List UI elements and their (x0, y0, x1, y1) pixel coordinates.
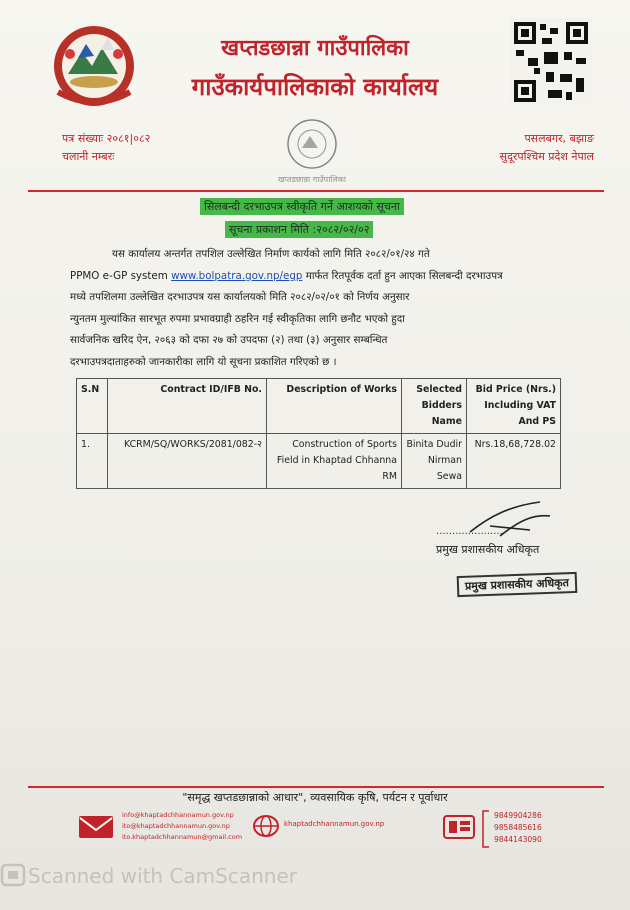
signature-icon (430, 496, 570, 546)
chalani-number: चलानी नम्बरः (62, 150, 115, 163)
body-line: मध्ये तपशिलमा उल्लेखित दरभाउपत्र यस कार्यालयको मिति २०८२/०२/०१ को निर्णय अनुसार (70, 291, 410, 304)
phone-list (494, 810, 542, 846)
bracket-icon (480, 810, 490, 848)
camscanner-watermark: Scanned with CamScanner (28, 864, 297, 888)
body-line: यस कार्यालय अन्तर्गत तपशिल उल्लेखित निर्माण कार्यको लागि मिति २०८२/०१/२४ गते (112, 248, 430, 260)
body-line: दरभाउपत्रदाताहरुको जानकारीका लागि यो सूचना प्रकाशित गरिएको छ । (70, 355, 337, 368)
cell-description: Construction of Sports Field in Khaptad Chhanna RM (267, 434, 402, 489)
header-divider (28, 190, 604, 192)
camscanner-icon (0, 862, 26, 888)
patra-sankhya: पत्र संख्याः २०८१|०८२ (62, 132, 151, 145)
website-link[interactable]: khaptadchhannamun.gov.np (284, 820, 385, 828)
col-bidder: Selected Bidders Name (402, 379, 467, 434)
phone-icon (442, 812, 476, 842)
globe-icon (252, 814, 280, 838)
email-item[interactable]: info@khaptadchhannamun.gov.np (122, 811, 234, 819)
body-line: सार्वजनिक खरिद ऐन, २०६३ को दफा २७ को उपदफा (२) तथा (३) अनुसार सम्बन्धित (70, 334, 388, 347)
email-icon (78, 814, 114, 840)
reference-block (62, 130, 150, 166)
col-price: Bid Price (Nrs.) Including VAT And PS (467, 379, 561, 434)
bidders-table (76, 378, 561, 489)
email-list (122, 810, 242, 843)
email-item[interactable]: ito@khaptadchhannamun.gov.np (122, 822, 230, 830)
officer-stamp: प्रमुख प्रशासकीय अधिकृत (457, 572, 578, 597)
office-seal-icon (262, 112, 362, 192)
col-description: Description of Works (267, 379, 402, 434)
notice-body (70, 244, 562, 374)
signatory-title: प्रमुख प्रशासकीय अधिकृत (436, 543, 540, 556)
email-item[interactable]: ito.khaptadchhannamun@gmail.com (122, 833, 243, 841)
footer-divider (28, 786, 604, 788)
notice-heading: सिलबन्दी दरभाउपत्र स्वीकृति गर्ने आशयको सूचना (200, 198, 404, 215)
office-subtitle: गाउँकार्यपालिकाको कार्यालय (191, 72, 439, 101)
location-line1: पसलबगर, बझाङ (524, 132, 594, 145)
table-row (77, 434, 561, 489)
phone-item: 9849904286 (494, 811, 542, 820)
cell-price: Nrs.18,68,728.02 (467, 434, 561, 489)
cell-contract: KCRM/SQ/WORKS/2081/082-२ (108, 434, 267, 489)
nepal-emblem-icon (48, 22, 140, 110)
phone-item: 9844143090 (494, 835, 542, 844)
bolpatra-link[interactable]: www.bolpatra.gov.np/egp (171, 269, 303, 282)
col-contract: Contract ID/IFB No. (108, 379, 267, 434)
signature-dots: ..................... (436, 526, 503, 537)
location-block (500, 130, 594, 166)
cell-bidder: Binita Dudir Nirman Sewa (402, 434, 467, 489)
body-line: न्युनतम मुल्यांकित सारभूत रुपमा प्रभावग्राही ठहरिन गई स्वीकृतिका लागि छनौट भएको हुदा (70, 312, 405, 325)
table-header-row (77, 379, 561, 434)
qr-code-icon (510, 18, 592, 106)
location-line2: सुदूरपश्चिम प्रदेश नेपाल (499, 150, 594, 163)
seal-text: खप्तडछान्ना गाउँपालिका (278, 175, 346, 184)
office-title: खप्तडछान्ना गाउँपालिका (221, 35, 409, 61)
footer-motto: "समृद्ध खप्तडछान्नाको आधार", व्यवसायिक कृषि, पर्यटन र पूर्वाधार (182, 791, 448, 804)
col-sn: S.N (77, 379, 108, 434)
phone-item: 9858485616 (494, 823, 542, 832)
notice-published-date: सूचना प्रकाशन मिति :२०८२/०२/०२ (225, 221, 373, 238)
cell-sn: 1. (77, 434, 108, 489)
body-line: PPMO e-GP system www.bolpatra.gov.np/egp मार्फत रितपूर्वक दर्ता हुन आएका सिलबन्दी दरभाउपत्र (70, 269, 503, 282)
